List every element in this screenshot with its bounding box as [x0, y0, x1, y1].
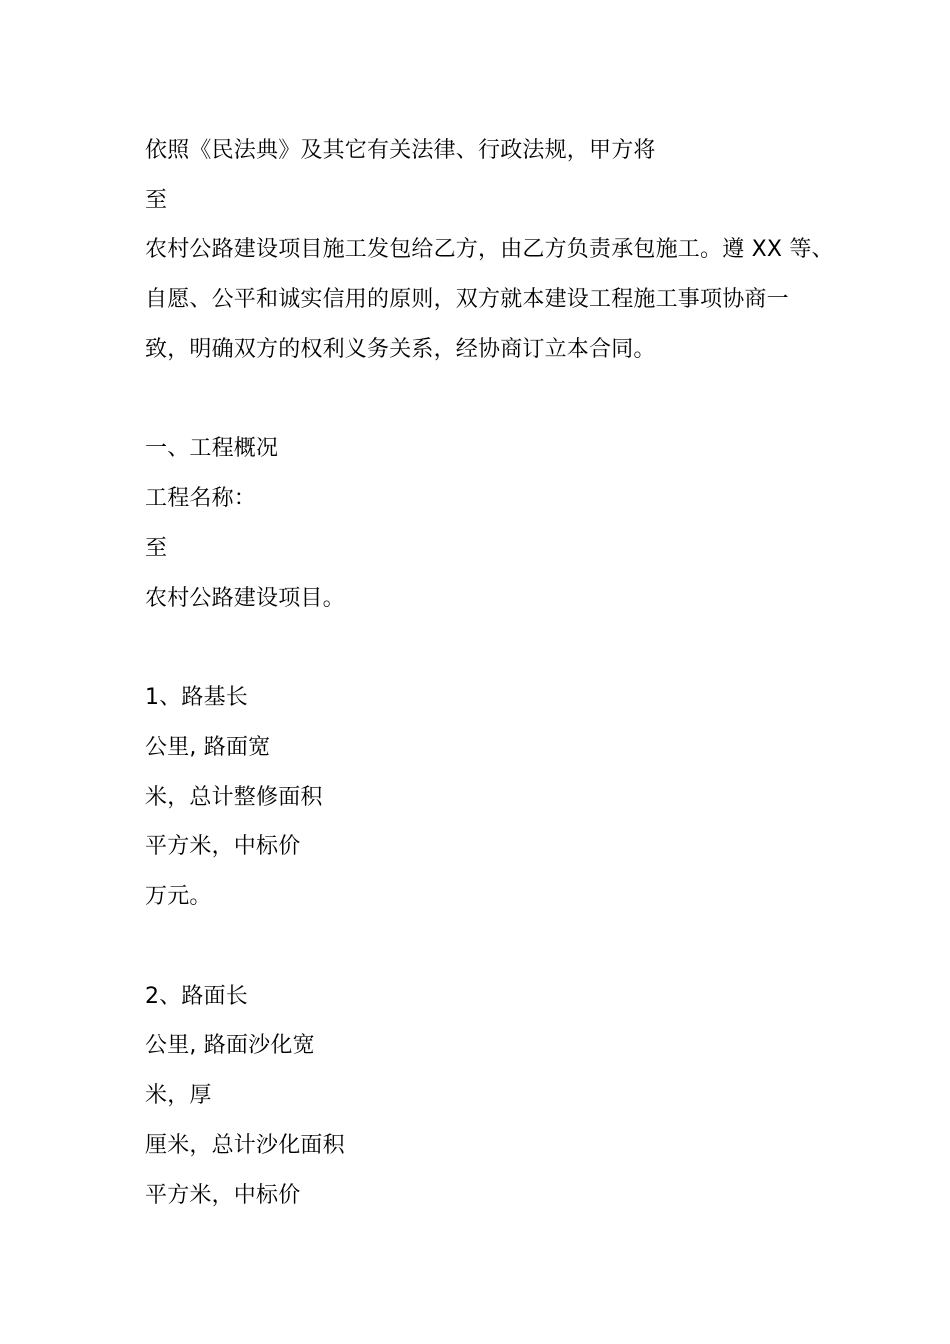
item-2-line-5: 平方米，中标价 [145, 1183, 301, 1208]
item-2-line-3: 米，厚 [145, 1083, 212, 1108]
item-1-heading: 1、路基长 [145, 685, 248, 710]
item-1-line-4: 平方米，中标价 [145, 834, 301, 859]
paragraph-line-3: 农村公路建设项目施工发包给乙方，由乙方负责承包施工。遵 XX 等、 [145, 237, 834, 262]
project-name-line-2: 至 [145, 536, 168, 561]
item-2-line-4: 厘米，总计沙化面积 [145, 1133, 345, 1158]
item-2-line-2: 公里, 路面沙化宽 [145, 1033, 315, 1058]
project-name-label: 工程名称： [145, 486, 257, 511]
section-heading-overview: 一、工程概况 [145, 436, 279, 461]
item-1-line-3: 米，总计整修面积 [145, 785, 323, 810]
paragraph-line-1: 依照《民法典》及其它有关法律、行政法规，甲方将 [145, 138, 656, 163]
paragraph-line-2: 至 [145, 188, 168, 213]
project-name-line-3: 农村公路建设项目。 [145, 586, 345, 611]
item-2-heading: 2、路面长 [145, 984, 248, 1009]
paragraph-line-4: 自愿、公平和诚实信用的原则，双方就本建设工程施工事项协商一 [145, 287, 789, 312]
item-1-line-2: 公里, 路面宽 [145, 735, 271, 760]
item-1-line-5: 万元。 [145, 884, 212, 909]
paragraph-line-5: 致，明确双方的权利义务关系，经协商订立本合同。 [145, 337, 656, 362]
